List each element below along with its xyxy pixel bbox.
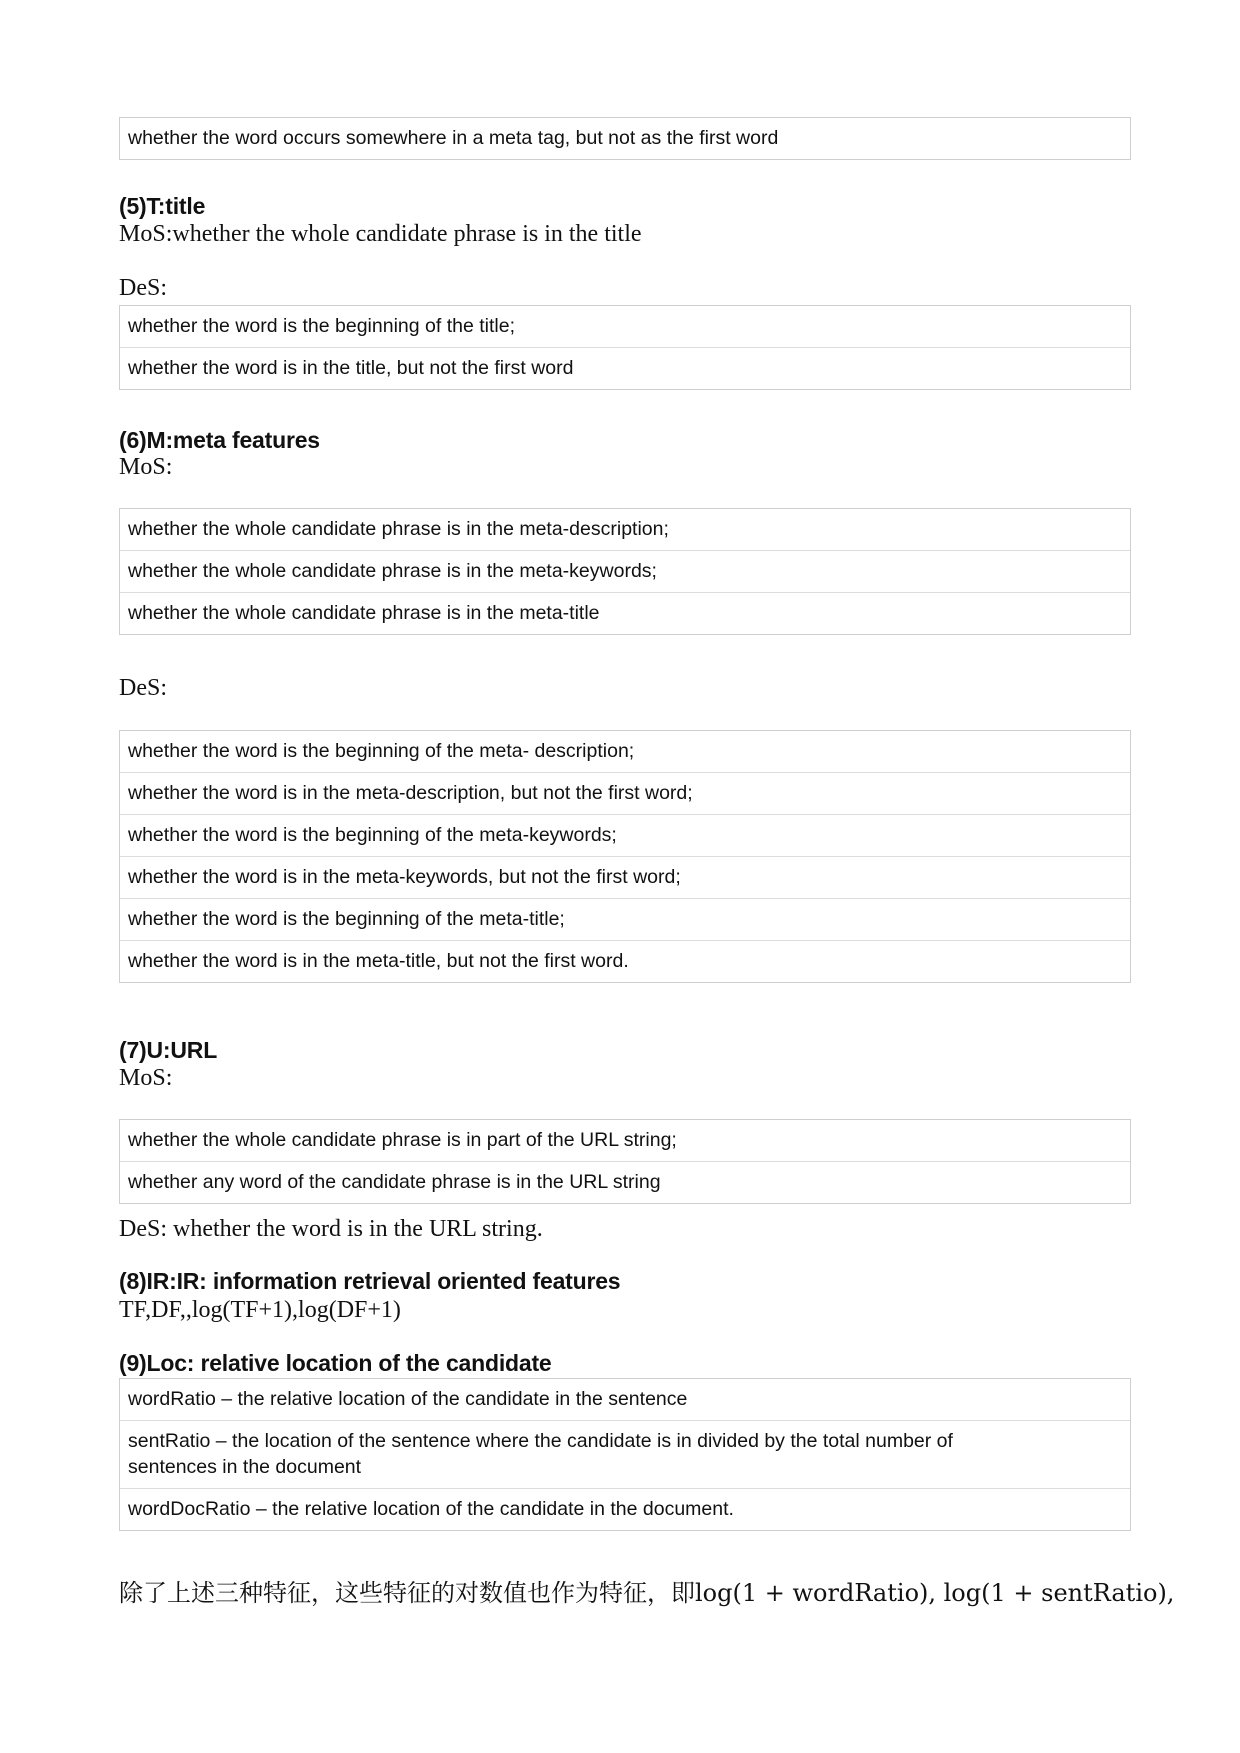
section-heading-meta-features: (6)M:meta features <box>119 427 320 453</box>
meta-mos-table <box>119 508 1131 635</box>
ir-features-line: TF,DF,,log(TF+1),log(DF+1) <box>119 1297 401 1323</box>
meta-des-table <box>119 730 1131 983</box>
section-heading-title: (5)T:title <box>119 193 206 219</box>
table-row: whether the whole candidate phrase is in the meta-description; <box>128 518 669 540</box>
table-row: whether the word is the beginning of the meta- description; <box>128 740 635 762</box>
table-row: whether the whole candidate phrase is in the meta-keywords; <box>120 550 1130 592</box>
location-table <box>119 1378 1131 1531</box>
table-row: whether the word is in the meta-keywords, but not the first word; <box>120 856 1130 898</box>
table-row: whether any word of the candidate phrase is in the URL string <box>120 1161 1130 1203</box>
table-row: whether the whole candidate phrase is in part of the URL string; <box>128 1129 677 1151</box>
title-des-label: DeS: <box>119 275 167 301</box>
table-row: wordRatio – the relative location of the candidate in the sentence <box>128 1388 688 1410</box>
table-row: whether the word is the beginning of the meta-title; <box>120 898 1130 940</box>
section-heading-url: (7)U:URL <box>119 1037 218 1063</box>
section-heading-ir: (8)IR:IR: information retrieval oriented features <box>119 1268 621 1294</box>
table-row: whether the word occurs somewhere in a meta tag, but not as the first word <box>128 127 779 149</box>
table-row: whether the word is in the meta-description, but not the first word; <box>120 772 1130 814</box>
table-row: whether the word is in the title, but not the first word <box>120 347 1130 389</box>
meta-des-label: DeS: <box>119 675 167 701</box>
table-row: sentRatio – the location of the sentence where the candidate is in divided by the total number of sentences in the document <box>120 1420 1130 1488</box>
table-row: whether the whole candidate phrase is in the meta-title <box>120 592 1130 634</box>
table-row: whether the word is the beginning of the title; <box>128 315 515 337</box>
table-row: wordDocRatio – the relative location of the candidate in the document. <box>120 1488 1130 1530</box>
url-mos-label: MoS: <box>119 1065 173 1091</box>
section-heading-location: (9)Loc: relative location of the candidate <box>119 1350 552 1376</box>
table-row: whether the word is the beginning of the meta-keywords; <box>120 814 1130 856</box>
url-mos-table <box>119 1119 1131 1204</box>
meta-mos-label: MoS: <box>119 454 173 480</box>
meta-tag-table <box>119 117 1131 160</box>
table-row: whether the word is in the meta-title, but not the first word. <box>120 940 1130 982</box>
url-des-line: DeS: whether the word is in the URL string. <box>119 1216 543 1242</box>
log-features-note: 除了上述三种特征，这些特征的对数值也作为特征，即log(1 + wordRatio), log(1 + sentRatio), <box>119 1579 1175 1607</box>
title-des-table <box>119 305 1131 390</box>
title-mos-line: MoS:whether the whole candidate phrase is in the title <box>119 221 642 247</box>
